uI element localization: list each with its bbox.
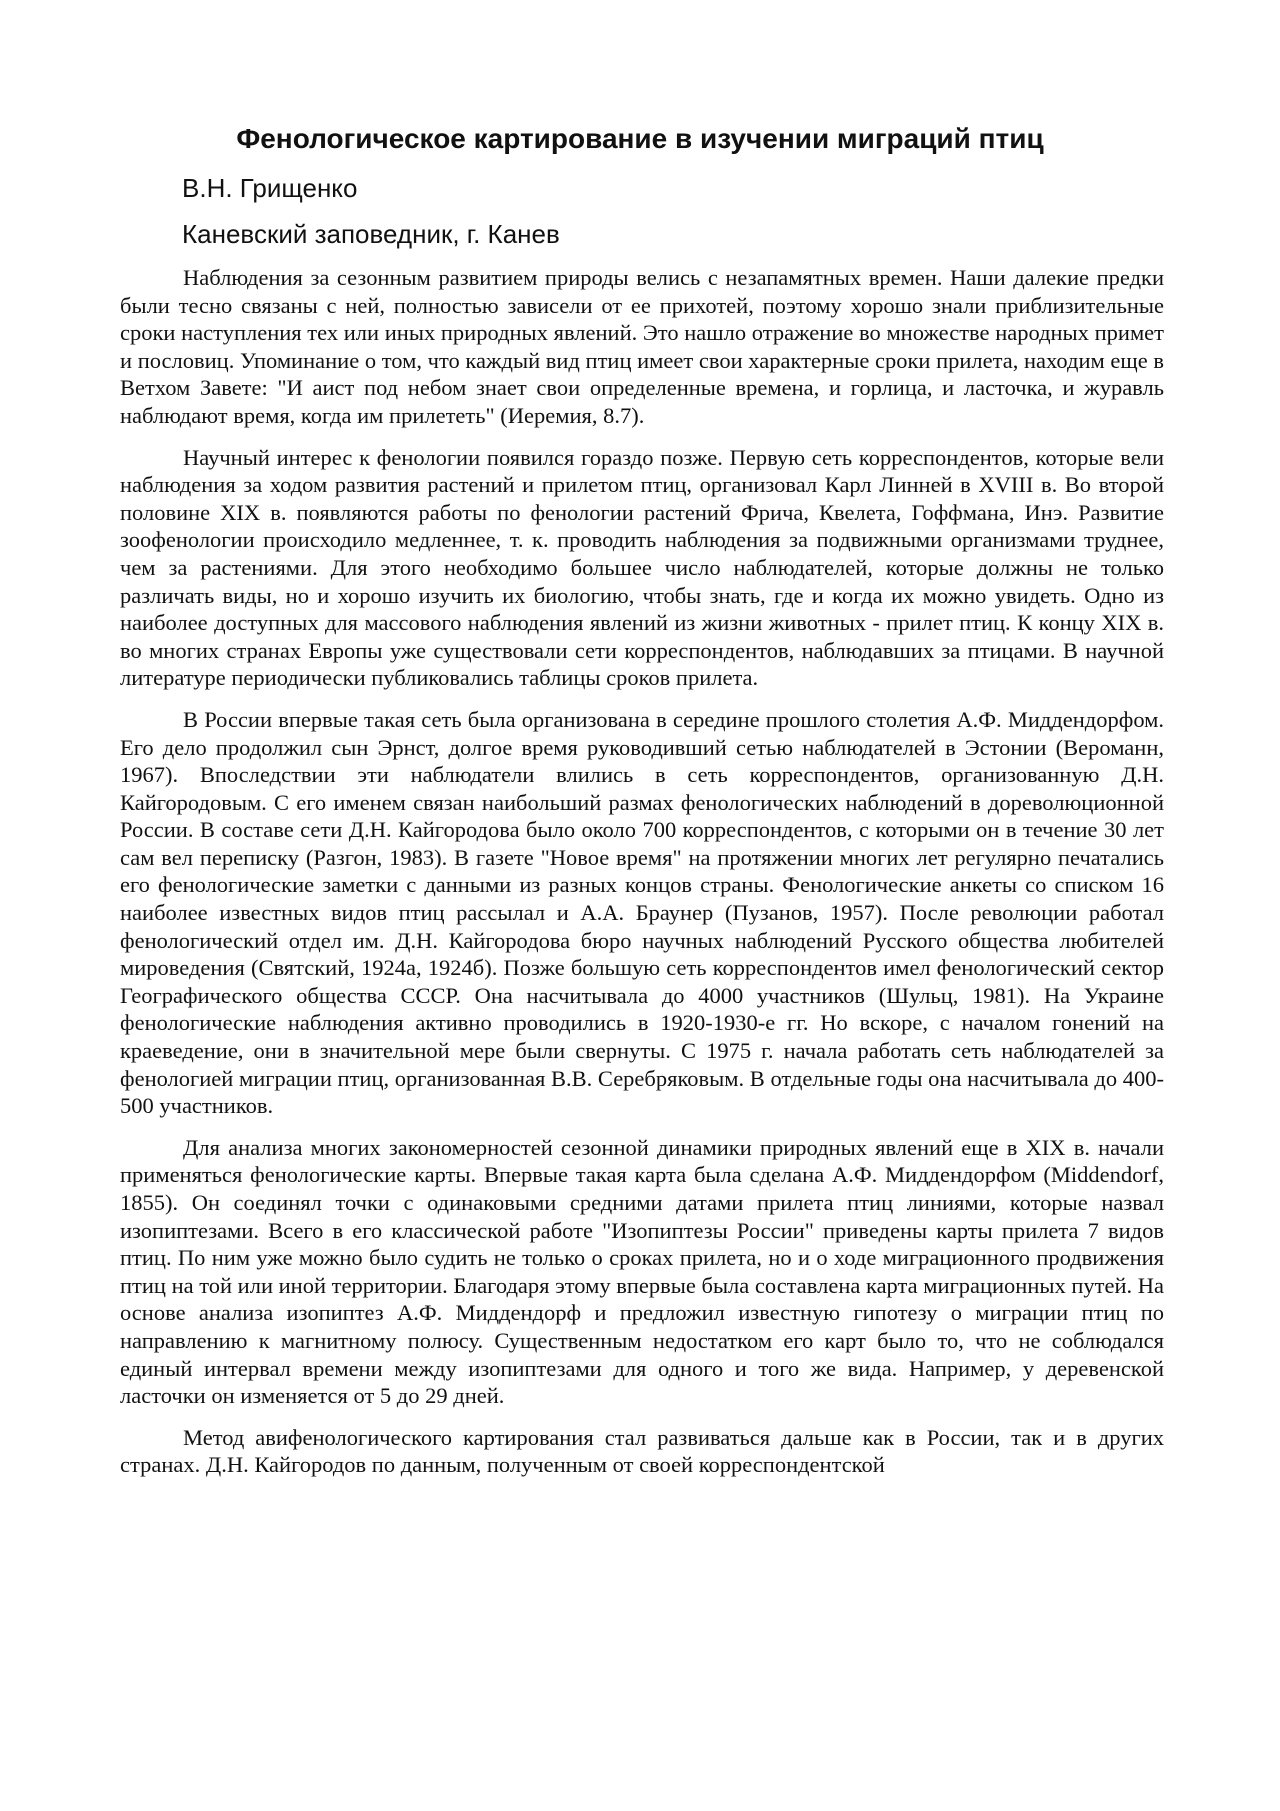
paragraph: Научный интерес к фенологии появился гораздо позже. Первую сеть корреспондентов, которые вели наблюдения за ходом развития растений и прилетом птиц, организовал Карл Линней в XVIII в. Во второй половине XIX в. появляются работы по фенологии растений Фрича, Квелета, Гоффмана, Инэ. Развитие зоофенологии происходило медленнее, т. к. проводить наблюдения за подвижными организмами труднее, чем за растениями. Для этого необходимо большее число наблюдателей, которые должны не только различать виды, но и хорошо изучить их биологию, чтобы знать, где и когда их можно увидеть. Одно из наиболее доступных для массового наблюдения явлений из жизни животных - прилет птиц. К концу XIX в. во многих странах Европы уже существовали сети корреспондентов, наблюдавших за птицами. В научной литературе периодически публиковались таблицы сроков прилета. bbox=[120, 444, 1164, 691]
paragraph: В России впервые такая сеть была организована в середине прошлого столетия А.Ф. Миддендорфом. Его дело продолжил сын Эрнст, долгое время руководивший сетью наблюдателей в Эстонии (Вероманн, 1967). Впоследствии эти наблюдатели влились в сеть корреспондентов, организованную Д.Н. Кайгородовым. С его именем связан наибольший размах фенологических наблюдений в дореволюционной России. В составе сети Д.Н. Кайгородова было около 700 корреспондентов, с которыми он в течение 30 лет сам вел переписку (Разгон, 1983). В газете "Новое время" на протяжении многих лет регулярно печатались его фенологические заметки с данными из разных концов страны. Фенологические анкеты со списком 16 наиболее известных видов птиц рассылал и А.А. Браунер (Пузанов, 1957). После революции работал фенологический отдел им. Д.Н. Кайгородова бюро научных наблюдений Русского общества любителей мироведения (Святский, 1924а, 1924б). Позже большую сеть корреспондентов имел фенологический сектор Географического общества СССР. Она насчитывала до 4000 участников (Шульц, 1981). На Украине фенологические наблюдения активно проводились в 1920-1930-е гг. Но вскоре, с началом гонений на краеведение, они в значительной мере были свернуты. С 1975 г. начала работать сеть наблюдателей за фенологией миграции птиц, организованная В.В. Серебряковым. В отдельные годы она насчитывала до 400-500 участников. bbox=[120, 706, 1164, 1119]
paragraph: Метод авифенологического картирования стал развиваться дальше как в России, так и в других странах. Д.Н. Кайгородов по данным, полученным от своей корреспондентской bbox=[120, 1424, 1164, 1478]
article-title: Фенологическое картирование в изучении миграций птиц bbox=[236, 123, 1044, 154]
paragraph: Для анализа многих закономерностей сезонной динамики природных явлений еще в XIX в. начали применяться фенологические карты. Впервые такая карта была сделана А.Ф. Миддендорфом (Middendorf, 1855). Он соединял точки с одинаковыми средними датами прилета птиц линиями, которые назвал изопиптезами. Всего в его классической работе "Изопиптезы России" приведены карты прилета 7 видов птиц. По ним уже можно было судить не только о сроках прилета, но и о ходе миграционного продвижения птиц на той или иной территории. Благодаря этому впервые была составлена карта миграционных путей. На основе анализа изопиптез А.Ф. Миддендорф и предложил известную гипотезу о миграции птиц по направлению к магнитному полюсу. Существенным недостатком его карт было то, что не соблюдался единый интервал времени между изопиптезами для одного и того же вида. Например, у деревенской ласточки он изменяется от 5 до 29 дней. bbox=[120, 1134, 1165, 1409]
author-affiliation: Каневский заповедник, г. Канев bbox=[182, 219, 560, 249]
article-body bbox=[120, 264, 1164, 1493]
author-name: В.Н. Грищенко bbox=[182, 173, 358, 203]
paragraph: Наблюдения за сезонным развитием природы велись с незапамятных времен. Наши далекие предки были тесно связаны с ней, полностью зависели от ее прихотей, поэтому хорошо знали приблизительные сроки наступления тех или иных природных явлений. Это нашло отражение во множестве народных примет и пословиц. Упоминание о том, что каждый вид птиц имеет свои характерные сроки прилета, находим еще в Ветхом Завете: "И аист под небом знает свои определенные времена, и горлица, и ласточка, и журавль наблюдают время, когда им прилететь" (Иеремия, 8.7). bbox=[120, 265, 1164, 428]
